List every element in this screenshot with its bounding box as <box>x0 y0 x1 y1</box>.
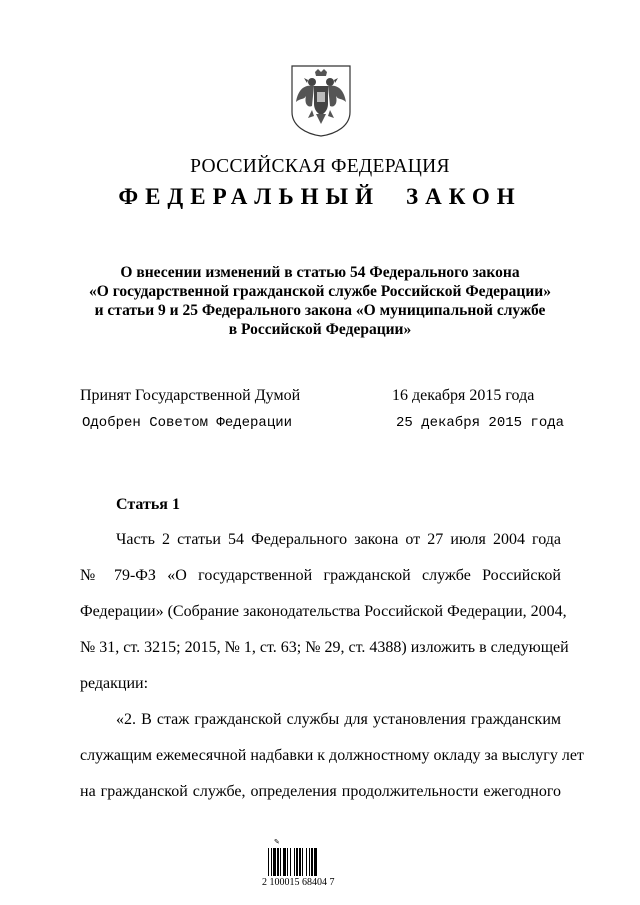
paragraph-line: «2. В стаж гражданской службы для установления гражданским <box>116 711 561 728</box>
document-type-word-1: ФЕДЕРАЛЬНЫЙ <box>118 184 381 209</box>
law-title-line: и статьи 9 и 25 Федерального закона «О муниципальной службе <box>94 302 546 319</box>
law-title-line: в Российской Федерации» <box>228 321 412 338</box>
country-name: РОССИЙСКАЯ ФЕДЕРАЦИЯ <box>190 156 450 177</box>
paragraph-line: редакции: <box>80 675 149 692</box>
registration-mark-icon: ✎ <box>274 838 280 846</box>
barcode-bar <box>294 848 295 876</box>
barcode-bar <box>287 848 288 876</box>
barcode-bar <box>280 848 281 876</box>
barcode <box>262 838 352 898</box>
paragraph-line: № 31, ст. 3215; 2015, № 1, ст. 63; № 29, ст. 4388) изложить в следующей <box>80 639 569 656</box>
law-title <box>70 263 570 339</box>
barcode-bar <box>271 848 272 876</box>
barcode-bar <box>277 848 279 876</box>
barcode-bar <box>302 848 303 876</box>
barcode-bar <box>283 848 286 876</box>
council-approval-label: Одобрен Советом Федерации <box>82 415 293 431</box>
barcode-bar <box>311 848 313 876</box>
barcode-bar <box>309 848 310 876</box>
law-title-line: «О государственной гражданской службе Российской Федерации» <box>89 283 551 300</box>
barcode-bar <box>268 848 269 876</box>
council-approval-date: 25 декабря 2015 года <box>396 415 565 431</box>
barcode-bar <box>290 848 291 876</box>
state-emblem <box>290 64 352 138</box>
paragraph-line: на гражданской службе, определения продолжительности ежегодного <box>80 783 561 800</box>
document-type-word-2: ЗАКОН <box>406 184 522 209</box>
barcode-bar <box>296 848 298 876</box>
paragraph-line: служащим ежемесячной надбавки к должностному окладу за выслугу лет <box>80 747 584 764</box>
barcode-bar <box>314 848 317 876</box>
barcode-number: 2 100015 68404 7 <box>262 877 335 888</box>
paragraph-line: Часть 2 статьи 54 Федерального закона от 27 июля 2004 года <box>116 531 561 548</box>
paragraph-line: № 79-ФЗ «О государственной гражданской службе Российской <box>80 567 561 584</box>
barcode-bar <box>306 848 307 876</box>
barcode-bar <box>273 848 276 876</box>
duma-adoption-date: 16 декабря 2015 года <box>392 387 535 404</box>
barcode-bars <box>268 848 346 876</box>
article-heading: Статья 1 <box>116 496 180 513</box>
paragraph-line: Федерации» (Собрание законодательства Российской Федерации, 2004, <box>80 603 567 620</box>
barcode-bar <box>299 848 301 876</box>
document-type <box>0 184 640 210</box>
law-title-line: О внесении изменений в статью 54 Федерального закона <box>120 264 520 281</box>
duma-adoption-label: Принят Государственной Думой <box>80 387 301 404</box>
